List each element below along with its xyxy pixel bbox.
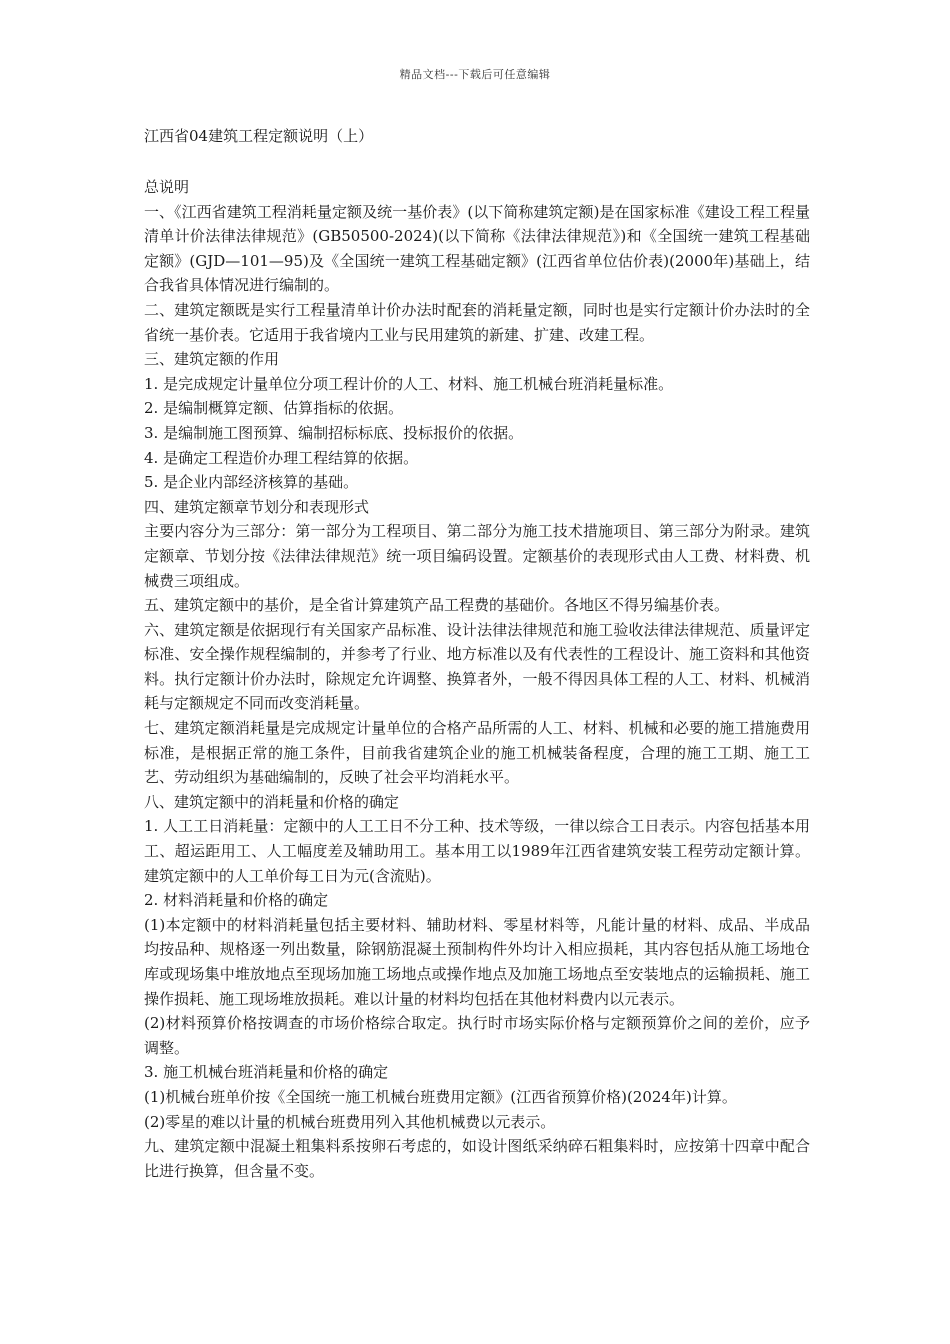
list-item: 2. 是编制概算定额、估算指标的依据。 — [144, 399, 404, 418]
list-item: 3. 是编制施工图预算、编制招标标底、投标报价的依据。 — [144, 423, 524, 442]
paragraph: 六、建筑定额是依据现行有关国家产品标准、设计法律法律规范和施工验收法律法律规范、质量评定标准、安全操作规程编制的，并参考了行业、地方标准以及有代表性的工程设计、施工资料和其他资料。执行定额计价办法时，除规定允许调整、换算者外，一般不得因具体工程的人工、材料、机械消耗与定额规定不同而改变消耗量。 — [144, 620, 810, 713]
section-heading: 八、建筑定额中的消耗量和价格的确定 — [144, 792, 400, 811]
paragraph: (1)本定额中的材料消耗量包括主要材料、辅助材料、零星材料等，凡能计量的材料、成品、半成品均按品种、规格逐一列出数量，除钢筋混凝土预制构件外均计入相应损耗，其内容包括从施工场地仓库或现场集中堆放地点至现场加施工场地点或操作地点及加施工场地点至安装地点的运输损耗、施工操作损耗、施工现场堆放损耗。难以计量的材料均包括在其他材料费内以元表示。 — [144, 915, 810, 1008]
paragraph: 五、建筑定额中的基价，是全省计算建筑产品工程费的基础价。各地区不得另编基价表。 — [144, 596, 730, 615]
paragraph: (2)材料预算价格按调查的市场价格综合取定。执行时市场实际价格与定额预算价之间的差价，应予调整。 — [144, 1014, 810, 1057]
section-heading: 三、建筑定额的作用 — [144, 350, 280, 369]
document-body — [144, 175, 810, 1183]
paragraph: (2)零星的难以计量的机械台班费用列入其他机械费以元表示。 — [144, 1112, 556, 1131]
paragraph: 主要内容分为三部分：第一部分为工程项目、第二部分为施工技术措施项目、第三部分为附录。建筑定额章、节划分按《法律法律规范》统一项目编码设置。定额基价的表现形式由人工费、材料费、机械费三项组成。 — [144, 522, 810, 590]
paragraph: 一、《江西省建筑工程消耗量定额及统一基价表》(以下简称建筑定额)是在国家标准《建设工程工程量清单计价法律法律规范》(GB50500-2024)(以下简称《法律法律规范》)和《全国统一建筑工程基础定额》(GJD—101—95)及《全国统一建筑工程基础定额》(江西省单位估价表)(2000年)基础上，结合我省具体情况进行编制的。 — [144, 202, 810, 295]
section-heading: 总说明 — [144, 178, 190, 196]
document-title: 江西省04建筑工程定额说明（上） — [144, 127, 374, 145]
paragraph: 1. 人工工日消耗量：定额中的人工工日不分工种、技术等级，一律以综合工日表示。内容包括基本用工、超运距用工、人工幅度差及辅助用工。基本用工以1989年江西省建筑安装工程劳动定额计算。建筑定额中的人工单价每工日为元(含流贴)。 — [144, 817, 810, 885]
subsection-heading: 2. 材料消耗量和价格的确定 — [144, 891, 329, 910]
list-item: 5. 是企业内部经济核算的基础。 — [144, 473, 359, 492]
paragraph: 七、建筑定额消耗量是完成规定计量单位的合格产品所需的人工、材料、机械和必要的施工措施费用标准，是根据正常的施工条件，目前我省建筑企业的施工机械装备程度，合理的施工工期、施工工艺、劳动组织为基础编制的，反映了社会平均消耗水平。 — [144, 719, 810, 787]
subsection-heading: 3. 施工机械台班消耗量和价格的确定 — [144, 1063, 389, 1082]
paragraph: 九、建筑定额中混凝土粗集料系按卵石考虑的，如设计图纸采纳碎石粗集料时，应按第十四章中配合比进行换算，但含量不变。 — [144, 1137, 810, 1180]
paragraph: 二、建筑定额既是实行工程量清单计价办法时配套的消耗量定额，同时也是实行定额计价办法时的全省统一基价表。它适用于我省境内工业与民用建筑的新建、扩建、改建工程。 — [144, 300, 810, 344]
section-heading: 四、建筑定额章节划分和表现形式 — [144, 497, 370, 516]
paragraph: (1)机械台班单价按《全国统一施工机械台班费用定额》(江西省预算价格)(2024年)计算。 — [144, 1087, 737, 1106]
list-item: 1. 是完成规定计量单位分项工程计价的人工、材料、施工机械台班消耗量标准。 — [144, 374, 674, 393]
page-header: 精品文档---下载后可任意编辑 — [399, 68, 551, 81]
list-item: 4. 是确定工程造价办理工程结算的依据。 — [144, 448, 419, 467]
